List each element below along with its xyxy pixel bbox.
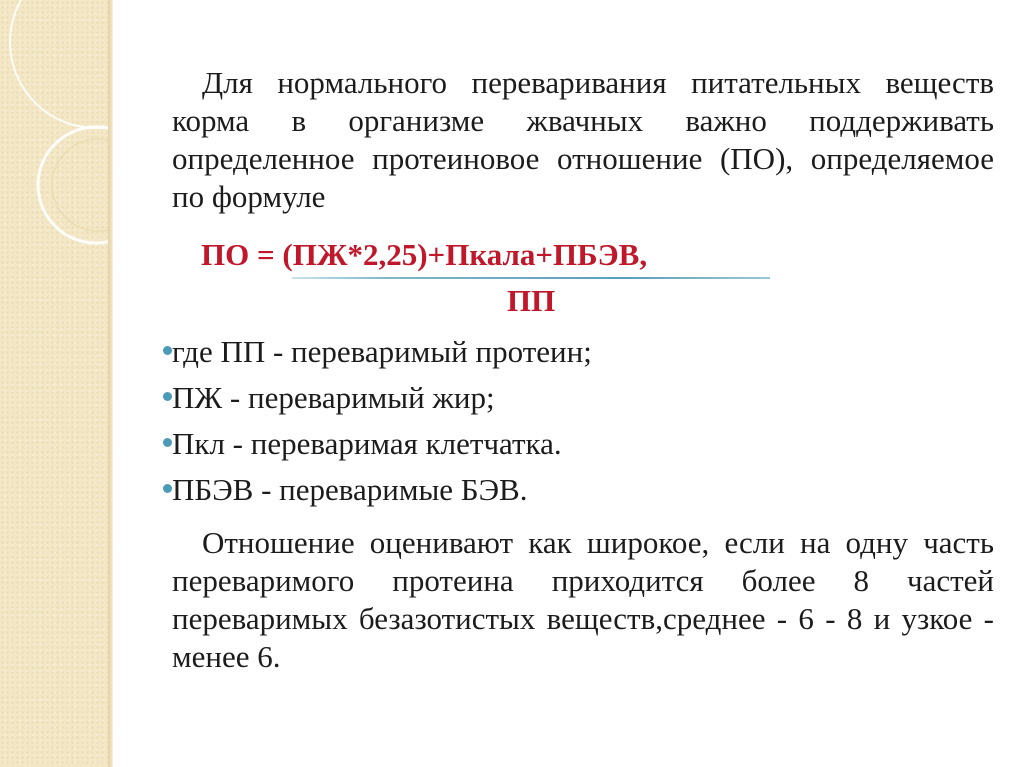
definition-text: Пкл - переваримая клетчатка. <box>172 426 562 461</box>
decorative-ring-inner <box>52 139 113 231</box>
bullet-dot-icon <box>163 346 172 355</box>
definition-text: ПЖ - переваримый жир; <box>172 380 495 415</box>
definition-item <box>172 379 994 417</box>
decorative-rings <box>0 0 113 767</box>
side-panel-edge <box>108 0 113 767</box>
bullet-dot-icon <box>163 438 172 447</box>
decorative-ring-large <box>10 0 113 128</box>
intro-paragraph: Для нормального переваривания питательных веществ корма в организме жвачных важно поддерживать определенное протеиновое отношение (ПО), определяемое по формуле <box>172 65 994 214</box>
definition-item <box>172 471 994 509</box>
definition-item <box>172 425 994 463</box>
formula-numerator: ПО = (ПЖ*2,25)+Пкала+ПБЭВ, <box>201 237 648 272</box>
decorative-side-panel <box>0 0 113 767</box>
definition-text: где ПП - переваримый протеин; <box>172 334 592 369</box>
formula-fraction-bar <box>292 277 770 279</box>
conclusion-paragraph: Отношение оценивают как широкое, если на одну часть переваримого протеина приходится более 8 частей переваримых безазотистых веществ,среднее - 6 - 8 и узкое - менее 6. <box>172 525 994 674</box>
bullet-dot-icon <box>163 392 172 401</box>
bullet-dot-icon <box>163 484 172 493</box>
formula-denominator: ПП <box>507 283 556 318</box>
definition-text: ПБЭВ - переваримые БЭВ. <box>172 472 528 507</box>
definition-item <box>172 333 994 371</box>
